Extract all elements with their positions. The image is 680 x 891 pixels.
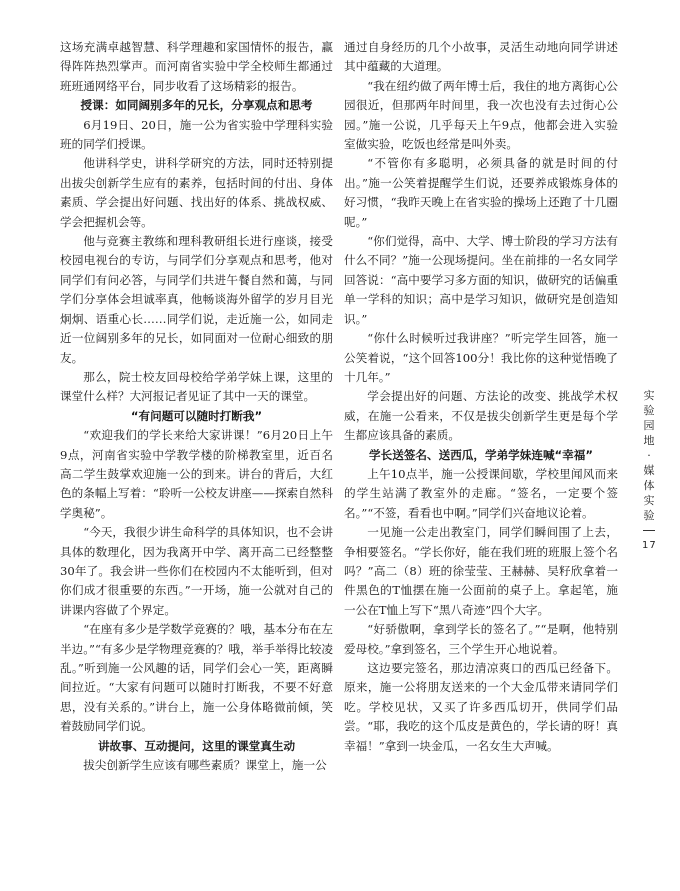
paragraph: 这场充满卓越智慧、科学理趣和家国情怀的报告，赢得阵阵热烈掌声。而河南省实验中学全校师生都通过班班通网络平台，同步收看了这场精彩的报告。 (60, 40, 333, 93)
paragraph: “好骄傲啊，拿到学长的签名了。”“是啊，他特别爱母校。”拿到签名，三个学生开心地说着。 (344, 622, 618, 656)
paragraph: “你们觉得，高中、大学、博士阶段的学习方法有什么不同？”施一公现场提问。坐在前排的一名女同学回答说：“高中要学习多方面的知识，做研究的话偏重单一学科的知识；高中是学习知识，做研究是创造知识。” (344, 234, 618, 326)
paragraph: “欢迎我们的学长来给大家讲课！”6月20日上午9点，河南省实验中学教学楼的阶梯教室里，近百名高二学生鼓掌欢迎施一公的到来。讲台的背后，大红色的条幅上写着：“聆听一公校友讲座——探索自然科学奥秘”。 (60, 428, 333, 520)
paragraph: “今天，我很少讲生命科学的具体知识，也不会讲具体的数理化，因为我离开中学、离开高二已经整整30年了。我会讲一些你们在校园内不太能听到，但对你们成才很重要的东西。”一开场，施一公就对自己的讲课内容做了个界定。 (60, 525, 333, 617)
paragraph: “在座有多少是学数学竞赛的？哦，基本分布在左半边。”“有多少是学物理竞赛的？哦，举手举得比较凌乱。”听到施一公风趣的话，同学们会心一笑，距离瞬间拉近。“大家有问题可以随时打断我，不要不好意思，没有关系的。”讲台上，施一公身体略微前倾，笑着鼓励同学们说。 (60, 622, 333, 734)
page-number: 17 (642, 540, 657, 551)
paragraph: 6月19日、20日，施一公为省实验中学理科实验班的同学们授课。 (60, 117, 333, 152)
paragraph: 他讲科学史，讲科学研究的方法，同时还特别提出拔尖创新学生应有的素养，包括时间的付出、身体素质、学会提出好问题、找出好的体系、挑战权威、学会把握机会等。 (60, 156, 333, 229)
paragraph: 这边要完签名，那边清凉爽口的西瓜已经备下。原来，施一公将朋友送来的一个大金瓜带来请同学们吃。学校见状，又买了许多西瓜切开，供同学们品尝。“耶，我吃的这个瓜皮是黄色的，学长请的呀！真幸福！”拿到一块金瓜，一名女生大声喊。 (344, 661, 618, 753)
section-heading: “有问题可以随时打断我” (130, 408, 263, 423)
sidebar-divider (643, 530, 655, 531)
subsection-label: 媒 体 实 验 (643, 464, 655, 522)
paragraph: 学会提出好的问题、方法论的改变、挑战学术权威，在施一公看来，不仅是拔尖创新学生更是每个学生都应该具备的素质。 (344, 389, 618, 443)
paragraph: “我在纽约做了两年博士后，我住的地方离街心公园很近，但那两年时间里，我一次也没有去过街心公园。”施一公说，几乎每天上午9点，他都会进入实验室做实验，吃饭也经常是叫外卖。 (344, 78, 618, 152)
section-label: 实 验 园 地 (643, 389, 655, 447)
paragraph: 通过自身经历的几个小故事，灵活生动地向同学讲述其中蕴藏的大道理。 (344, 40, 618, 74)
paragraph: 那么，院士校友回母校给学弟学妹上课，这里的课堂什么样？大河报记者见证了其中一天的课堂。 (60, 369, 333, 404)
paragraph: “不管你有多聪明，必须具备的就是时间的付出。”施一公笑着提醒学生们说，还要养成锻炼身体的好习惯，“我昨天晚上在省实验的操场上还跑了十几圈呢。” (344, 156, 618, 229)
left-text-column (60, 38, 333, 775)
section-separator: · (647, 449, 651, 462)
paragraph: 上午10点半，施一公授课间歇，学校里闻风而来的学生站满了教室外的走廊。“签名，一定要个签名。”“不签，看看也中啊。”同学们兴奋地议论着。 (344, 466, 618, 520)
paragraph: 一见施一公走出教室门，同学们瞬间围了上去，争相要签名。“学长你好，能在我们班的班服上签个名吗？”高二（8）班的徐莹莹、王赫赫、吴籽欣拿着一件黑色的T恤摆在施一公面前的桌子上。拿起笔，施一公在T恤上写下“黑八奇迹”四个大字。 (344, 525, 618, 617)
section-heading: 讲故事、互动提问，这里的课堂真生动 (97, 738, 296, 753)
paragraph: 他与竞赛主教练和理科教研组长进行座谈，接受校园电视台的专访，与同学们分享观点和思考，他对同学们有问必答，与同学们共进午餐自然和蔼，与同学们分享体会坦诚率真，他畅谈海外留学的岁月目光炯炯、语重心长……同学们说，走近施一公，如同走近一位阔别多年的兄长，如同面对一位耐心细致的朋友。 (60, 234, 333, 365)
section-heading: 学长送签名、送西瓜，学弟学妹连喊“幸福” (369, 447, 593, 462)
paragraph: 拔尖创新学生应该有哪些素质？课堂上，施一公 (83, 758, 327, 773)
section-heading: 授课：如同阔别多年的兄长，分享观点和思考 (80, 98, 313, 113)
right-text-column (344, 38, 618, 756)
section-sidebar (642, 388, 656, 553)
paragraph: “你什么时候听过我讲座？”听完学生回答，施一公笑着说，“这个回答100分！我比你的这种觉悟晚了十几年。” (344, 331, 618, 384)
